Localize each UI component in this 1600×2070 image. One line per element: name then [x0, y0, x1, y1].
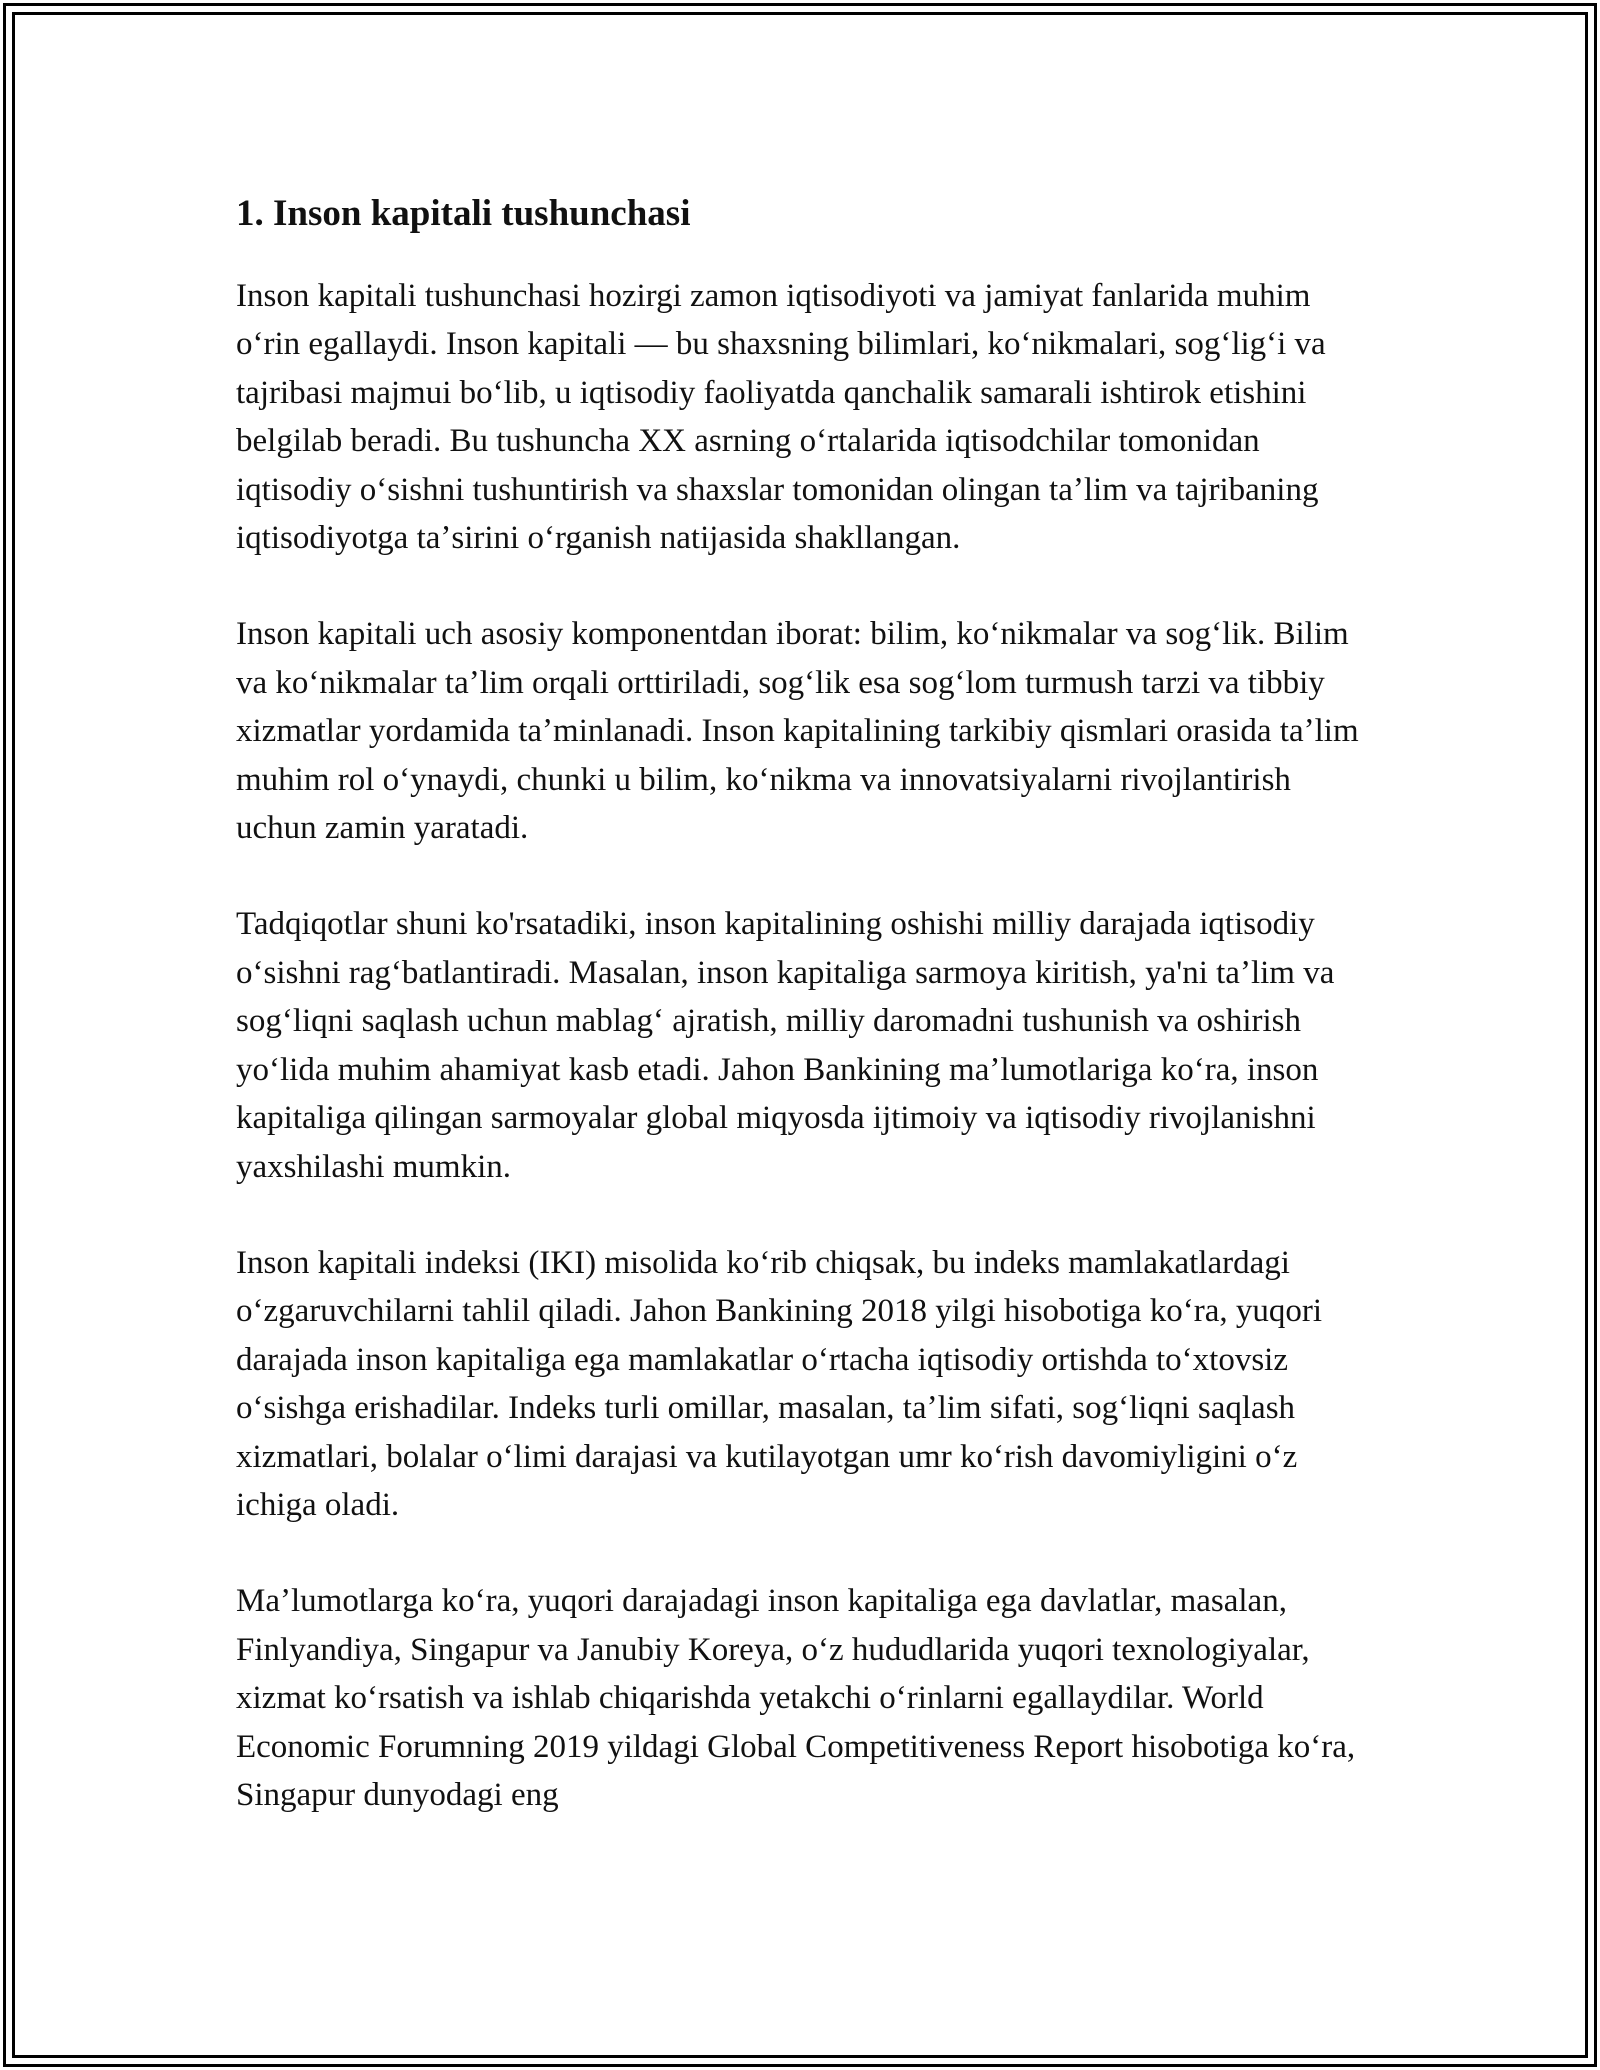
paragraph-5: Maʼlumotlarga koʻra, yuqori darajadagi inson kapitaliga ega davlatlar, masalan, Finlyandiya, Singapur va Janubiy Koreya, oʻz hududlarida yuqori texnologiyalar, xizmat koʻrsatish va ishlab chiqarishda yetakchi oʻrinlarni egallaydilar. World Economic Forumning 2019 yildagi Global Competitiveness Report hisobotiga koʻra, Singapur dunyodagi eng	[236, 1583, 1356, 1813]
paragraph-4: Inson kapitali indeksi (IKI) misolida koʻrib chiqsak, bu indeks mamlakatlardagi oʻzgaruvchilarni tahlil qiladi. Jahon Bankining 2018 yilgi hisobotiga koʻra, yuqori darajada inson kapitaliga ega mamlakatlar oʻrtacha iqtisodiy ortishda toʻxtovsiz oʻsishga erishadilar. Indeks turli omillar, masalan, taʼlim sifati, sogʻliqni saqlash xizmatlari, bolalar oʻlimi darajasi va kutilayotgan umr koʻrish davomiyligini oʻz ichiga oladi.	[236, 1244, 1323, 1523]
section-heading: 1. Inson kapitali tushunchasi	[236, 193, 691, 234]
document-body	[236, 186, 1366, 1867]
paragraph-2: Inson kapitali uch asosiy komponentdan iborat: bilim, koʻnikmalar va sogʻlik. Bilim va koʻnikmalar taʼlim orqali orttiriladi, sogʻlik esa sogʻlom turmush tarzi va tibbiy xizmatlar yordamida taʼminlanadi. Inson kapitalining tarkibiy qismlari orasida taʼlim muhim rol oʻynaydi, chunki u bilim, koʻnikma va innovatsiyalarni rivojlantirish uchun zamin yaratadi.	[236, 616, 1359, 847]
paragraph-3: Tadqiqotlar shuni ko'rsatadiki, inson kapitalining oshishi milliy darajada iqtisodiy oʻsishni ragʻbatlantiradi. Masalan, inson kapitaliga sarmoya kiritish, ya'ni taʼlim va sogʻliqni saqlash uchun mablagʻ ajratish, milliy daromadni tushunish va oshirish yoʻlida muhim ahamiyat kasb etadi. Jahon Bankining maʼlumotlariga koʻra, inson kapitaliga qilingan sarmoyalar global miqyosda ijtimoiy va iqtisodiy rivojlanishni yaxshilashi mumkin.	[236, 906, 1335, 1185]
paragraph-1: Inson kapitali tushunchasi hozirgi zamon iqtisodiyoti va jamiyat fanlarida muhim oʻrin egallaydi. Inson kapitali — bu shaxsning bilimlari, koʻnikmalari, sogʻligʻi va tajribasi majmui boʻlib, u iqtisodiy faoliyatda qanchalik samarali ishtirok etishini belgilab beradi. Bu tushuncha XX asrning oʻrtalarida iqtisodchilar tomonidan iqtisodiy oʻsishni tushuntirish va shaxslar tomonidan olingan taʼlim va tajribaning iqtisodiyotga taʼsirini oʻrganish natijasida shakllangan.	[236, 278, 1326, 557]
